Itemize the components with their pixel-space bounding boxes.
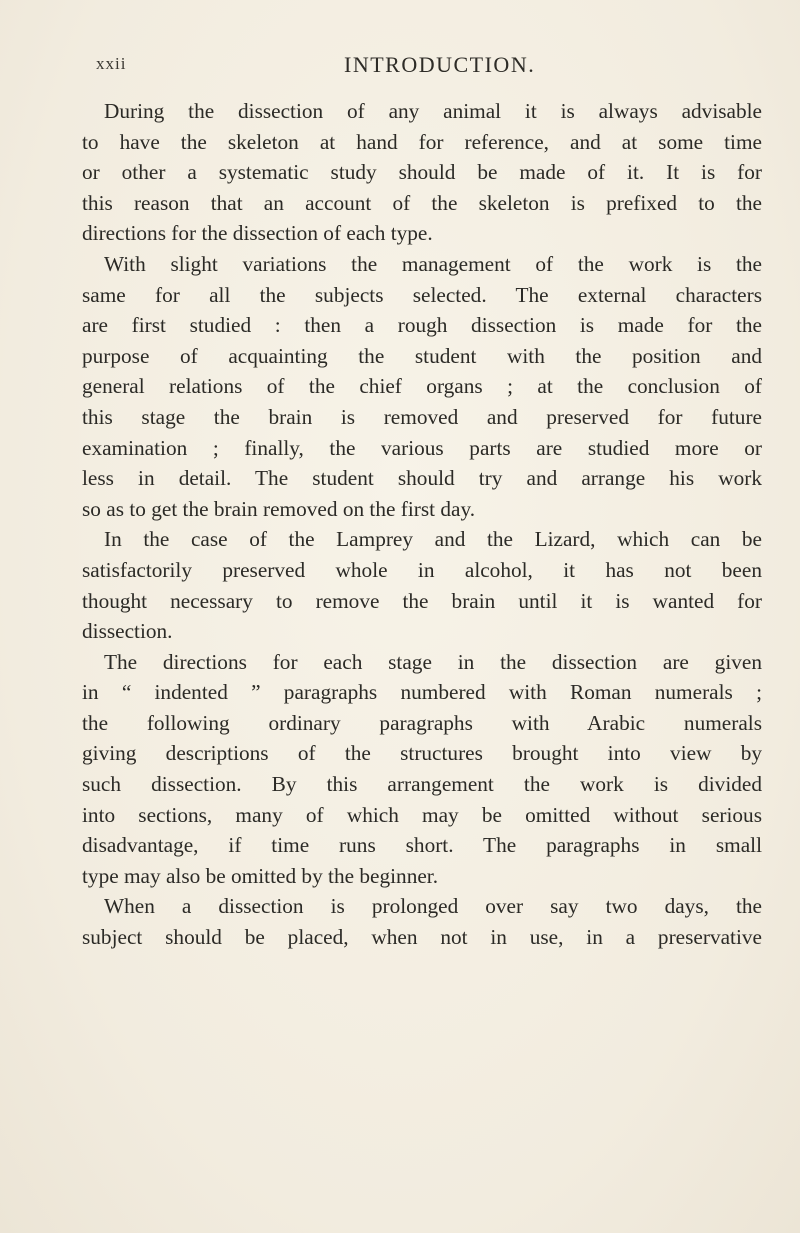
paragraph-3-line-3: thought necessary to remove the brain until it is wanted for — [82, 588, 762, 613]
paragraph-2-line-1: With slight variations the management of the work is the — [104, 251, 762, 276]
paragraph-4-line-3: the following ordinary paragraphs with Arabic numerals — [82, 710, 762, 735]
paragraph-2-line-4: purpose of acquainting the student with the position and — [82, 343, 762, 368]
paragraph-4-line-4: giving descriptions of the structures brought into view by — [82, 741, 762, 766]
paragraph-3-line-2: satisfactorily preserved whole in alcohol, it has not been — [82, 557, 762, 582]
paragraph-4-line-1: The directions for each stage in the dissection are given — [104, 649, 762, 674]
paragraph-1-line-3: or other a systematic study should be made of it. It is for — [82, 160, 762, 185]
paragraph-1-line-4: this reason that an account of the skeleton is prefixed to the — [82, 190, 762, 215]
paragraph-3-line-1: In the case of the Lamprey and the Lizard, which can be — [104, 527, 762, 552]
running-head — [82, 52, 762, 82]
paragraph-2-line-7: examination ; finally, the various parts are studied more or — [82, 435, 762, 460]
paragraph-3-line-4: dissection. — [82, 619, 173, 644]
running-title: INTRODUCTION. — [344, 52, 536, 77]
paragraph-4-line-6: into sections, many of which may be omitted without serious — [82, 802, 762, 827]
paragraph-1-line-2: to have the skeleton at hand for reference, and at some time — [82, 129, 762, 154]
paragraph-4-line-5: such dissection. By this arrangement the work is divided — [82, 772, 762, 797]
paragraph-2-line-9: so as to get the brain removed on the first day. — [82, 496, 476, 521]
paragraph-4-line-8: type may also be omitted by the beginner. — [82, 863, 439, 888]
body-text — [82, 96, 762, 953]
paragraph-5-line-2: subject should be placed, when not in use, in a preservative — [82, 925, 762, 950]
paragraph-2-line-5: general relations of the chief organs ; at the conclusion of — [82, 374, 762, 399]
paragraph-1-line-5: directions for the dissection of each type. — [82, 221, 433, 246]
paragraph-2-line-8: less in detail. The student should try and arrange his work — [82, 466, 762, 491]
paragraph-5-line-1: When a dissection is prolonged over say two days, the — [104, 894, 762, 919]
paragraph-1-line-1: During the dissection of any animal it is always advisable — [104, 99, 762, 123]
paragraph-2-line-3: are first studied : then a rough dissection is made for the — [82, 313, 762, 338]
page-number: xxii — [96, 54, 127, 73]
paragraph-4-line-7: disadvantage, if time runs short. The paragraphs in small — [82, 833, 762, 858]
paragraph-2-line-6: this stage the brain is removed and preserved for future — [82, 404, 762, 429]
paragraph-2-line-2: same for all the subjects selected. The external characters — [82, 282, 762, 307]
paragraph-4-line-2: in “ indented ” paragraphs numbered with Roman numerals ; — [82, 680, 762, 705]
